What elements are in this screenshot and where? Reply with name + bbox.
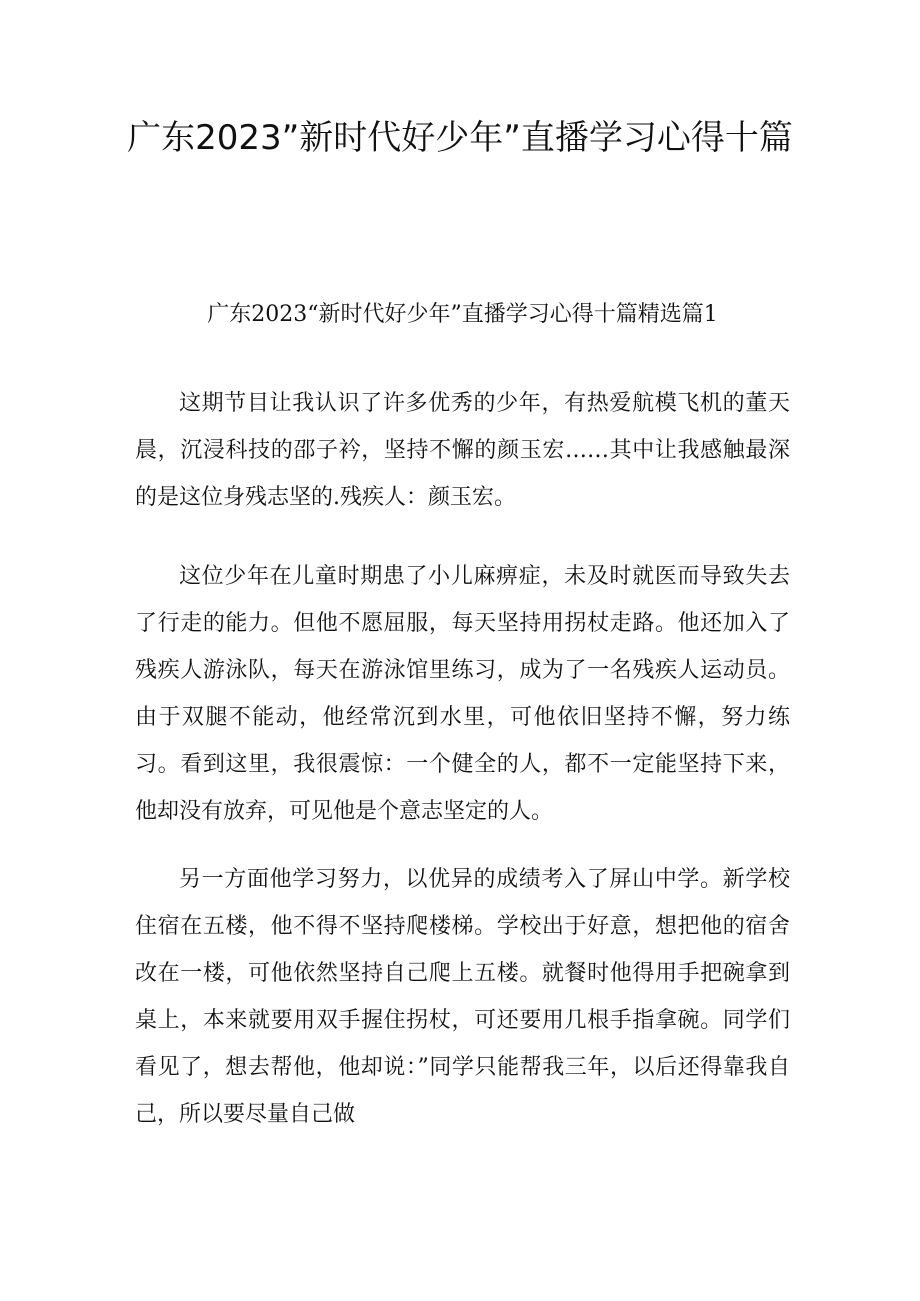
paragraph-1: 这期节目让我认识了许多优秀的少年，有热爱航模飞机的董天晨，沉浸科技的邵子衿，坚持不懈的颜玉宏……其中让我感触最深的是这位身残志坚的.残疾人：颜玉宏。: [135, 391, 790, 510]
paragraph-2: 这位少年在儿童时期患了小儿麻痹症，未及时就医而导致失去了行走的能力。但他不愿屈服，每天坚持用拐杖走路。他还加入了残疾人游泳队，每天在游泳馆里练习，成为了一名残疾人运动员。由于双腿不能动，他经常沉到水里，可他依旧坚持不懈，努力练习。看到这里，我很震惊：一个健全的人，都不一定能坚持下来，他却没有放弃，可见他是个意志坚定的人。: [135, 564, 790, 824]
section-heading: 广东2023“新时代好少年”直播学习心得十篇精选篇1: [207, 302, 718, 327]
document-title: 广东2023”新时代好少年”直播学习心得十篇: [127, 118, 793, 158]
paragraph-3: 另一方面他学习努力，以优异的成绩考入了屏山中学。新学校住宿在五楼，他不得不坚持爬楼梯。学校出于好意，想把他的宿舍改在一楼，可他依然坚持自己爬上五楼。就餐时他得用手把碗拿到桌上，本来就要用双手握住拐杖，可还要用几根手指拿碗。同学们看见了，想去帮他，他却说：”同学只能帮我三年，以后还得靠我自己，所以要尽量自己做: [135, 867, 790, 1127]
